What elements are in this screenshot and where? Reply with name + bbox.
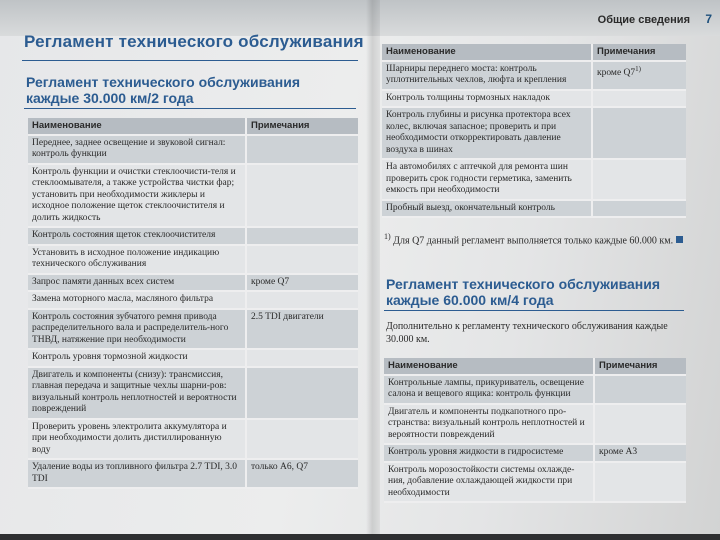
cell-item-name: Установить в исходное положение индикацию технического обслуживания [28,245,246,274]
table-header-row [28,118,358,135]
cell-item-name: Контроль функции и очистки стеклоочисти-теля и стеклоомывателя, а также устройства чистки фар; установить при необходимости жиклеры и исходное положение щеток стеклоочистителя и долить жидкость [28,164,246,228]
table-row [28,227,358,245]
cell-item-name: Контроль состояния зубчатого ремня привода распределительного вала и распределитель-ного ТНВД, натяжение при необходимости [28,309,246,350]
end-square-icon [676,236,683,243]
heading-rule [384,310,684,311]
column-header-name: Наименование [384,358,594,375]
cell-note [246,459,358,488]
maintenance-table-30000 [28,118,358,489]
cell-note [592,200,686,218]
cell-item-name: Переднее, заднее освещение и звуковой сигнал: контроль функции [28,135,246,164]
cell-note [246,291,358,309]
table-row [382,159,686,200]
cell-note [246,135,358,164]
book-spine [366,0,380,540]
heading-rule [24,108,356,109]
cell-item-name: Удаление воды из топливного фильтра 2.7 TDI, 3.0 TDI [28,459,246,488]
maintenance-table-30000-continued [382,44,686,218]
table-row [28,309,358,350]
cell-note [594,404,686,445]
table-row [384,375,686,404]
cell-note [246,245,358,274]
table-row [28,164,358,228]
column-header-name: Наименование [28,118,246,135]
cell-note-text: только А6, Q7 [251,462,308,472]
cell-note [592,61,686,90]
cell-item-name: Проверить уровень электролита аккумулятора и при необходимости долить дистиллированную воду [28,419,246,460]
table-row [382,200,686,218]
table-row [382,107,686,159]
cell-note [594,375,686,404]
cell-item-name: Контроль состояния щеток стеклоочистителя [28,227,246,245]
column-header-name: Наименование [382,44,592,61]
table-row [384,404,686,445]
cell-item-name: Двигатель и компоненты подкапотного про-странства: визуальный контроль неплотностей и вероятности повреждений [384,404,594,445]
cell-note [592,107,686,159]
cell-item-name: Контроль глубины и рисунка протектора всех колес, включая запасное; проверить и при необходимости откорректировать давление воздуха в шинах [382,107,592,159]
intro-text: Дополнительно к регламенту технического обслуживания каждые 30.000 км. [386,321,668,345]
column-header-notes: Примечания [246,118,358,135]
section-heading-60000 [386,276,660,308]
cell-note [246,227,358,245]
cell-note-text: кроме Q7 [251,276,290,287]
cell-note [592,159,686,200]
table-row [382,61,686,90]
heading-line-1: Регламент технического обслуживания [26,74,301,90]
footnote [384,232,684,246]
table-row [384,444,686,462]
cell-item-name: Пробный выезд, окончательный контроль [382,200,592,218]
title-rule [22,60,358,61]
cell-item-name: Контроль морозостойкости системы охлажде-ния, добавление охлаждающей жидкости при необходимости [384,462,594,503]
heading-line-2: каждые 30.000 км/2 года [26,90,194,106]
cell-note [594,444,686,462]
page-title: Регламент технического обслуживания [24,32,364,51]
table-header-row [382,44,686,61]
table-header-row [384,358,686,375]
table-row [28,135,358,164]
section-heading-30000 [26,74,300,106]
cell-note [246,367,358,419]
footnote-mark: 1) [384,232,391,241]
cell-item-name: Контрольные лампы, прикуриватель, освещение салона и вещевого ящика: контроль функции [384,375,594,404]
table-row [384,462,686,503]
cell-item-name: Запрос памяти данных всех систем [28,274,246,292]
table-row [28,419,358,460]
cell-note-text: кроме А3 [599,447,638,457]
footnote-ref: 1) [635,64,641,73]
heading-line-2: каждые 60.000 км/4 года [386,292,554,308]
page-number: 7 [705,12,712,26]
cell-note [594,462,686,503]
table-row [382,90,686,108]
cell-note [246,309,358,350]
cell-note [246,164,358,228]
table-row [28,459,358,488]
table-row [28,349,358,367]
heading-line-1: Регламент технического обслуживания [386,276,661,292]
column-header-notes: Примечания [592,44,686,61]
cell-item-name: Контроль уровня тормозной жидкости [28,349,246,367]
table-row [28,367,358,419]
cell-item-name: Замена моторного масла, масляного фильтра [28,291,246,309]
table-row [28,291,358,309]
cell-note [592,90,686,108]
cell-item-name: Контроль толщины тормозных накладок [382,90,592,108]
cell-note-text: 2.5 TDI двигатели [251,311,324,322]
cell-item-name: Шарниры переднего моста: контроль уплотнительных чехлов, люфта и крепления [382,61,592,90]
cell-note [246,349,358,367]
cell-note [246,419,358,460]
table-row [28,274,358,292]
cell-note [246,274,358,292]
maintenance-table-60000 [384,358,686,503]
table-row [28,245,358,274]
page-bottom-edge [0,534,720,540]
cell-item-name: На автомобилях с аптечкой для ремонта шин проверить срок годности герметика, заменить емкость при необходимости [382,159,592,200]
section-label: Общие сведения [597,14,690,26]
cell-note-text: кроме Q7 [597,67,636,78]
cell-item-name: Контроль уровня жидкости в гидросистеме [384,444,594,462]
cell-item-name: Двигатель и компоненты (снизу): трансмиссия, главная передача и защитные чехлы шарни-ров: визуальный контроль неплотностей и вероятности повреждений [28,367,246,419]
footnote-text: Для Q7 данный регламент выполняется только каждые 60.000 км. [393,235,674,247]
column-header-notes: Примечания [594,358,686,375]
